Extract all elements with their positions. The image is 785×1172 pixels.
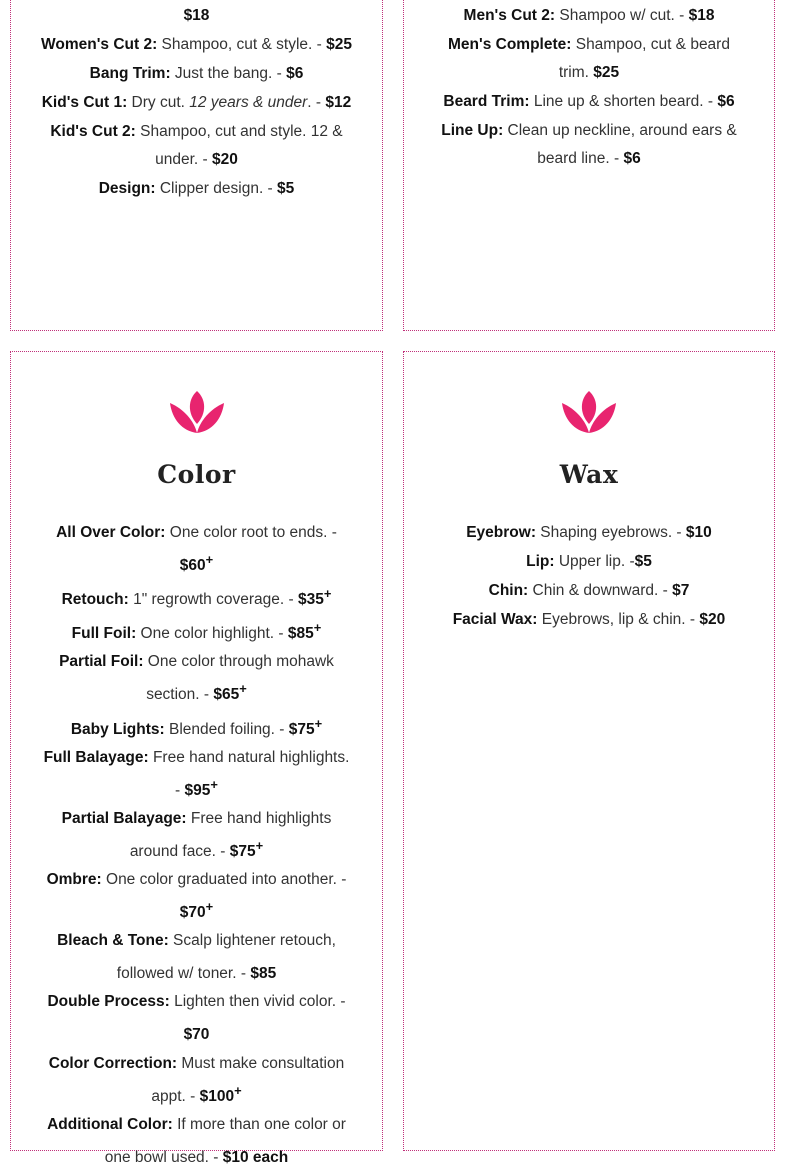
service-item [432,606,746,634]
service-description: Clipper design. - [155,180,278,197]
service-item [39,2,354,30]
service-description: Lighten then vivid color. - [169,993,346,1011]
service-price: $75 [288,720,315,738]
lotus-icon [168,389,226,435]
service-price: $20 [212,151,238,168]
service-price: $85 [250,965,277,983]
price-plus: + [255,837,264,853]
service-price: $6 [286,65,304,82]
service-item [432,548,746,576]
service-name: Lip: [526,553,555,570]
section-title: Color [157,460,236,489]
service-name: Facial Wax: [452,611,538,628]
service-name: Kid's Cut 2: [50,123,136,140]
service-item [39,519,354,579]
service-name: Men's Cut 2: [463,7,556,24]
women-services-list [39,2,354,204]
service-price: $5 [277,180,295,197]
service-price: $10 [685,524,712,541]
service-name: Men's Complete: [448,36,572,53]
service-name: Full Foil: [71,625,137,643]
service-item [39,60,354,88]
service-item [39,988,354,1048]
service-item [39,31,354,59]
service-description: One color graduated into another. - [101,871,347,889]
service-price: $18 [688,7,715,24]
service-item [432,31,746,87]
service-name: Partial Balayage: [61,809,187,827]
service-description: Scalp lightener retouch, followed w/ toner. - [116,932,336,983]
service-name: Full Balayage: [43,748,149,766]
service-description: One color through mohawk section. - [143,653,334,704]
service-price: $6 [717,93,735,110]
service-item [39,710,354,743]
service-price: $65 [213,686,240,704]
wax-services-list [432,519,746,635]
service-description: Line up & shorten beard. - [529,93,718,110]
service-description: Free hand natural highlights. - [148,748,350,799]
service-description: Upper lip. - [554,553,635,570]
service-description: Shampoo, cut and style. 12 & under. - [135,123,343,168]
service-price: $35 [297,591,324,609]
service-description: . - [307,94,326,111]
service-price: $5 [634,553,652,570]
service-item [39,1111,354,1171]
service-item [39,648,354,708]
service-item [432,577,746,605]
service-price: $75 [229,843,256,861]
service-name: Chin: [488,582,529,599]
service-price: $95 [184,781,211,799]
service-price: $100 [199,1087,235,1105]
service-name: Kid's Cut 1: [41,94,128,111]
service-price: $25 [326,36,352,53]
service-name: Double Process: [47,993,170,1011]
service-name: Line Up: [441,122,504,139]
service-item [432,88,746,116]
color-services-list [39,519,354,1172]
service-name: Women's Cut 2: [41,36,158,53]
service-item [39,614,354,647]
service-description: Eyebrows, lip & chin. - [537,611,700,628]
section-title: Wax [559,460,619,489]
service-item [39,927,354,987]
service-name: Eyebrow: [466,524,536,541]
service-item [39,805,354,865]
service-name: Baby Lights: [70,720,165,738]
price-plus: + [205,552,214,567]
service-name: Color Correction: [48,1054,178,1072]
men-services-list [432,2,746,174]
service-name: Bleach & Tone: [57,932,169,950]
service-price: $25 [593,64,620,81]
service-name: Design: [98,180,156,197]
lotus-icon [560,389,618,435]
service-description: Blended foiling. - [164,720,289,738]
service-price: $60 [179,557,206,575]
service-name: Partial Foil: [59,653,144,671]
price-plus: + [313,620,322,636]
service-price: $85 [287,625,314,643]
service-description: One color highlight. - [136,625,288,643]
service-description: Just the bang. - [170,65,287,82]
service-name: All Over Color: [56,524,166,541]
wax-services-card [403,351,775,1151]
service-price: $12 [325,94,352,111]
service-description: Shampoo, cut & beard trim. [558,36,730,81]
service-description: Shaping eyebrows. - [535,524,686,541]
service-description: Free hand highlights around face. - [129,809,332,861]
service-name: Retouch: [61,591,129,609]
service-description: If more than one color or one bowl used. - [104,1115,346,1166]
service-price: $70 [179,904,206,922]
price-plus: + [239,681,247,697]
service-item [39,744,354,804]
service-description: One color root to ends. - [165,524,337,541]
service-item [39,175,354,203]
service-price: $18 [183,7,210,24]
service-price: $10 each [222,1148,289,1166]
service-item [432,519,746,547]
service-item [39,580,354,613]
service-description: Chin & downward. - [528,582,673,599]
service-price: $20 [699,611,726,628]
service-item [39,1050,354,1110]
service-name: Additional Color: [47,1115,173,1133]
service-item [432,117,746,173]
price-plus: + [210,776,218,792]
service-item [39,89,354,117]
service-name: Bang Trim: [89,65,171,82]
service-description: Shampoo w/ cut. - [555,7,689,24]
men-services-card [403,0,775,331]
price-plus: + [234,1082,242,1098]
price-plus: + [323,586,332,602]
service-price: $6 [623,150,641,167]
service-description: 1" regrowth coverage. - [128,591,298,609]
price-plus: + [205,899,214,915]
price-plus: + [314,715,323,731]
service-description: Dry cut. [127,94,190,111]
women-services-card [10,0,383,331]
service-name: Beard Trim: [443,93,530,110]
service-name: Ombre: [46,871,102,889]
color-services-card [10,351,383,1166]
service-item [39,118,354,174]
service-note: 12 years & under [189,94,308,111]
service-description: Shampoo, cut & style. - [157,36,327,53]
service-price: $7 [672,582,690,599]
service-item [432,2,746,30]
service-description: Must make consultation appt. - [151,1054,345,1105]
service-item [39,866,354,926]
service-price: $70 [183,1026,210,1044]
service-description: Clean up neckline, around ears & beard line. - [503,122,737,167]
